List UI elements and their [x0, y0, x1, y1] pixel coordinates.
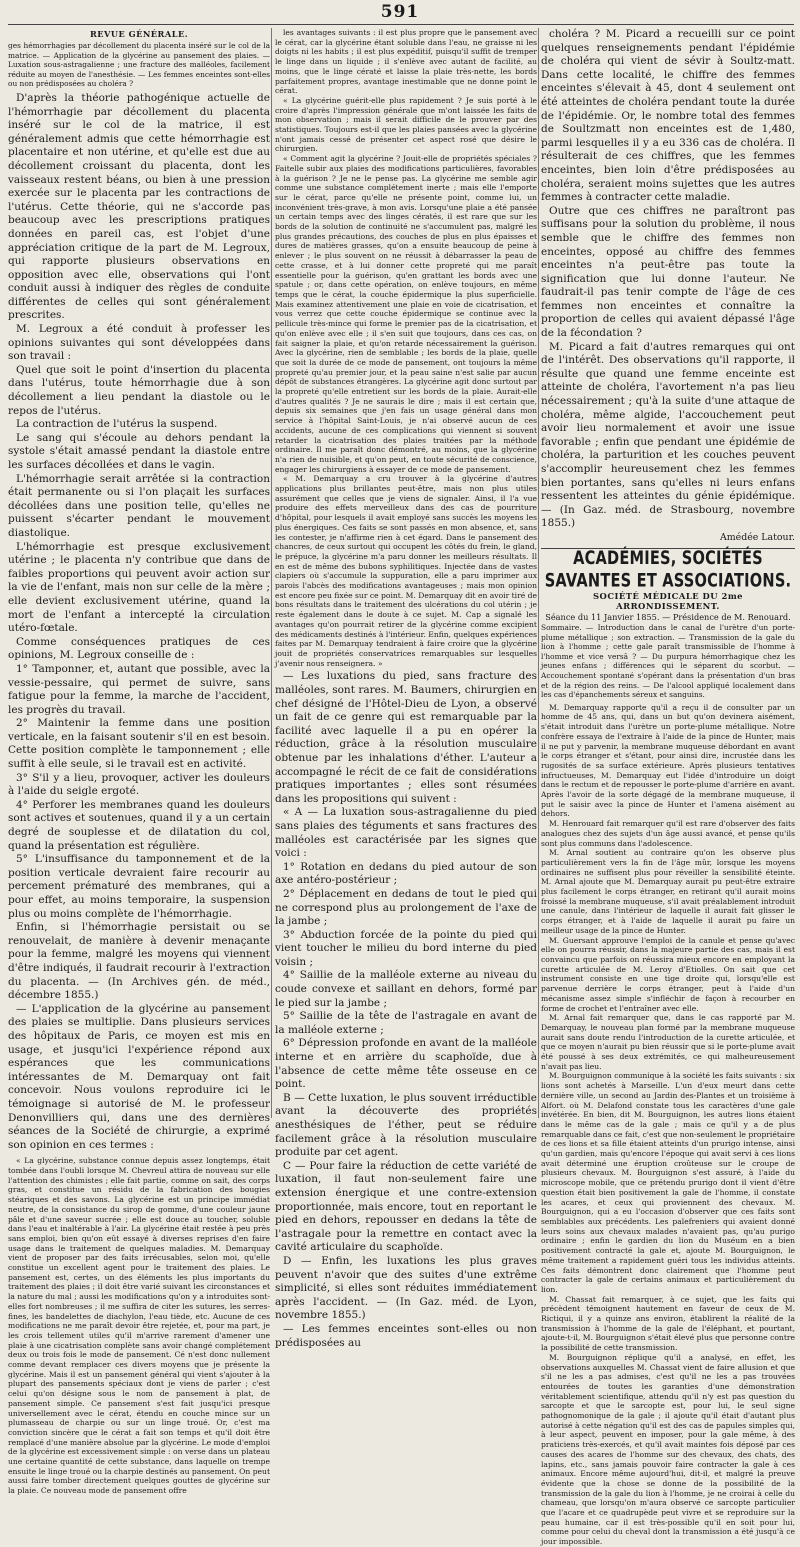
paragraph: 1° Tamponner, et, autant que possible, avec la vessie-pessaire, qui permet de suivre, sans fatigue pour la femme, la marche de l'accident, les progrès du travail. — [8, 662, 270, 716]
paragraph: L'hémorrhagie est presque exclusivement utérine ; le placenta n'y contribue que dans de faibles proportions qui peuvent avoir action sur la vie de l'enfant, mais non sur celle de la mère ; elle devient exclusivement utérine, quand la mort de l'enfant a intercepté la circulation utéro-fœtale. — [8, 540, 270, 635]
paragraph: Quel que soit le point d'insertion du placenta dans l'utérus, toute hémorrhagie due à son décollement a lieu pendant la diastole ou le repos de l'utérus. — [8, 363, 270, 417]
quote-paragraph: les avantages suivants : il est plus propre que le pansement avec le cérat, car la glycérine étant soluble dans l'eau, ne graisse ni les doigts ni les habits ; il est plus expéditif, puisqu'il suffit de tremper le linge dans un liquide ; il s'enlève avec autant de facilité, au moins, que le linge cératé et laisse la plaie très-nette, les bords parfaitement propres, avantage inestimable que ne donne point le cérat. — [275, 28, 537, 96]
paragraph: — L'application de la glycérine au pansement des plaies se multiplie. Dans plusieurs services des hôpitaux de Paris, ce moyen est mis en usage, et jusqu'ici l'expérience répond aux espérances que les communications intéressantes de M. Demarquay ont fait concevoir. Nous voulons reproduire ici le témoignage si autorisé de M. le professeur Denonvilliers qui, dans une des dernières séances de la Société de chirurgie, a exprimé son opinion en ces termes : — [8, 1002, 270, 1151]
page-number: 591 — [380, 2, 420, 22]
author-signature: Amédée Latour. — [720, 531, 795, 543]
column-3 — [541, 28, 795, 1547]
paragraph: M. Legroux a été conduit à professer les opinions suivantes qui sont développées dans son travail : — [8, 323, 270, 363]
paragraph: choléra ? M. Picard a recueilli sur ce point quelques renseignements pendant l'épidémie de choléra qui vient de sévir à Soultz-matt. Dans cette localité, le chiffre des femmes enceintes s'élevait à 45, dont 4 seulement ont été atteintes de choléra pendant toute la durée de l'épidémie. Or, le nombre total des femmes de Soultzmatt non enceintes est de 1,480, parmi lesquelles il y a eu 336 cas de choléra. Il résulterait de ces chiffres, que les femmes enceintes, bien loin d'être prédisposées au choléra, seraient moins sujettes que les autres femmes à contracter cette maladie. — [541, 28, 795, 204]
section-header: REVUE GÉNÉRALE. — [89, 29, 189, 39]
paragraph: D'après la théorie pathogénique actuelle de l'hémorrhagie par décollement du placenta inséré sur le col de la matrice, il est généralement admis que cette hémorrhagie est placentaire et non utérine, et qu'elle est due au décollement croissant du placenta, dont les vaisseaux restent béans, ou bien à une pression exercée sur le placenta par les contractions de l'utérus. Cette théorie, qui ne s'accorde pas beaucoup avec les prescriptions pratiques données en pareil cas, est l'objet d'une appréciation critique de la part de M. Legroux, qui rapporte plusieurs observations en opposition avec elle, observations qui l'ont conduit aussi à indiquer des règles de conduite différentes de celles qui sont généralement prescrites. — [8, 91, 270, 322]
paragraph: M. Picard a fait d'autres remarques qui ont de l'intérêt. Des observations qu'il rapporte, il résulte que quand une femme enceinte est atteinte de choléra, l'avortement n'a pas lieu nécessairement ; qu'à la suite d'une attaque de choléra, même algide, l'accouchement peut avoir lieu normalement et avoir une issue favorable ; enfin que pendant une épidémie de choléra, la parturition et les couches peuvent s'accomplir heureusement chez les femmes bien portantes, sans qu'elles ni leurs enfans ressentent les atteintes du génie épidémique. — (In Gaz. méd. de Strasbourg, novembre 1855.) — [541, 340, 795, 530]
paragraph: 3° S'il y a lieu, provoquer, activer les douleurs à l'aide du seigle ergoté. — [8, 771, 270, 798]
article-body — [8, 92, 270, 1496]
paragraph: 5° L'insuffisance du tamponnement et de la position verticale devraient faire recourir au percement prématuré des membranes, qui a pour effet, au moins temporaire, la suspension plus ou moins complète de l'hémorrhagie. — [8, 853, 270, 920]
paragraph: 4° Saillie de la malléole externe au niveau du coude convexe et saillant en dehors, formé par le pied sur la jambe ; — [275, 969, 537, 1009]
paragraph: M. Arnal soutient au contraire qu'on les observe plus particulièrement vers la fin de l'âge mûr, lorsque les moyens ordinaires ne suffisent plus pour réveiller la sensibilité éteinte. M. Arnal ajoute que M. Demarquay aurait pu peut-être extraire plus facilement le corps étranger, en retirant qu'il aurait moins froissé la membrane muqueuse, s'il avait préalablement introduit une canule, dans l'intérieur de laquelle il aurait fait glisser le corps étranger, et à l'aide de laquelle il aurait pu faire un meilleur usage de la pince de Hunter. — [541, 848, 795, 935]
paragraph: Le sang qui s'écoule au dehors pendant la systole s'était amassé pendant la diastole entre les surfaces décollées et dans le vagin. — [8, 431, 270, 471]
paragraph: « A — La luxation sous-astragalienne du pied sans plaies des téguments et sans fractures des malléoles est caractérisée par les signes que voici : — [275, 806, 537, 860]
paragraph: 6° Dépression profonde en avant de la malléole interne et en arrière du scaphoïde, due à l'absence de cette même tête osseuse en ce point. — [275, 1037, 537, 1091]
paragraph: — Les luxations du pied, sans fracture des malléoles, sont rares. M. Baumers, chirurgien en chef désigné de l'Hôtel-Dieu de Lyon, a observé un fait de ce genre qui est remarquable par la facilité avec laquelle il a pu en opérer la réduction, grâce à la résolution musculaire obtenue par les inhalations d'éther. L'auteur a accompagné le récit de ce fait de considérations pratiques importantes ; elles sont résumées dans les propositions qui suivent : — [275, 670, 537, 805]
paragraph: M. Arnal fait remarquer que, dans le cas rapporté par M. Demarquay, le nouveau plan formé par la membrane muqueuse aurait sans doute rendu l'introduction de la curette articulée, et que ce moyen n'aurait pu bien réussir que si le porte-plume avait été poussé à ses deux extrémités, ce qui malheureusement n'avait pas lieu. — [541, 1013, 795, 1071]
column-2 — [275, 28, 537, 1349]
paragraph: 1° Rotation en dedans du pied autour de son axe antéro-postérieur ; — [275, 860, 537, 887]
paragraph: D — Enfin, les luxations les plus graves peuvent n'avoir que des suites d'une extrême simplicité, si elles sont réduites immédiatement après l'accident. — (In Gaz. méd. de Lyon, novembre 1855.) — [275, 1254, 537, 1322]
paragraph: 5° Saillie de la tête de l'astragale en avant de la malléole externe ; — [275, 1010, 537, 1036]
quote-paragraph: « La glycérine guérit-elle plus rapidement ? Je suis porté à le croire d'après l'impression générale que m'ont laissée les faits de mon observation ; mais il serait difficile de le prouver par des statistiques. Toujours est-il que les plaies pansées avec la glycérine n'ont jamais cessé de présenter cet aspect rosé que désire le chirurgien. — [275, 95, 537, 154]
paragraph: B — Cette luxation, le plus souvent irréductible avant la découverte des propriétés anesthésiques de l'éther, peut se réduire facilement grâce à la résolution musculaire produite par cet agent. — [275, 1091, 537, 1159]
summary-text: ges hémorrhagies par décollement du placenta inséré sur le col de la matrice. — Application de la glycérine au pansement des plaies. — Luxation sous-astragalienne ; une fracture des malléoles, facilement réduite au moyen de l'anesthésie. — Les femmes enceintes sont-elles ou non prédisposées au choléra ? — [8, 41, 270, 89]
top-rule — [8, 24, 794, 25]
paragraph: Comme conséquences pratiques de ces opinions, M. Legroux conseille de : — [8, 635, 270, 662]
paragraph: M. Chassat fait remarquer, à ce sujet, que les faits qui précèdent témoignent hautement en faveur de ceux de M. Rictiqui, il y a quinze ans environ, établirent la réalité de la transmission à l'homme de la gale de l'éléphant, et pourtant, ajoute-t-il, M. Bourguignon s'était élevé plus que personne contre la possibilité de cette transmission. — [541, 1294, 795, 1353]
paragraph: — Les femmes enceintes sont-elles ou non prédisposées au — [275, 1322, 537, 1349]
quote-paragraph: « Comment agit la glycérine ? Jouit-elle de propriétés spéciales ? Faitelle subir aux plaies des modifications particulières, favorables à la guérison ? Je ne le pense pas. La glycérine me semble agir comme une substance complétement inerte ; mais elle l'emporte sur le cérat, parce qu'elle ne présente point, comme lui, un inconvénient très-grave, à mon avis. Lorsqu'une plaie a été pansée un certain temps avec des linges cératés, il est rare que sur les bords de la solution de continuité ne s'accumulent pas, malgré les plus grandes précautions, des couches de plus en plus épaisses et dures de matières grasses, qu'on a ensuite beaucoup de peine à enlever ; le plus souvent on ne réussit à débarrasser la peau de cette crasse, et à lui donner cette propreté qui me paraît essentielle pour la guérison, qu'en grattant les bords avec une spatule ; or, dans cette opération, on enlève toujours, en même temps que le cérat, la couche épidermique la plus superficielle. Mais examinez attentivement une plaie en voie de cicatrisation, et vous verrez que cette couche épidermique se continue avec la pellicule très-mince qui forme le premier pas de la cicatrisation, et qu'on enlève avec elle ; il s'en suit que toujours, dans ces cas, on fait saigner la plaie, et qu'on retarde nécessairement la guérison. Avec la glycérine, rien de semblable ; les bords de la plaie, quelle que soit la durée de ce mode de pansement, ont toujours la même propreté qu'au premier jour, et la peau saine n'est salie par aucun dépôt de substances étrangères. La glycérine agit donc surtout par la propreté qu'elle entretient sur les bords de la plaie. Aurait-elle d'autres qualités ? Je ne saurais le dire ; mais il est certain que, depuis six semaines que j'en fais un usage général dans mon service à l'hôpital Saint-Louis, je n'ai observé aucun de ces accidents, aucune de ces complications qui viennent si souvent retarder la cicatrisation des plaies traitées par la méthode ordinaire. Il me paraît donc démontré, au moins, que la glycérine n'a rien de nuisible, et qu'on peut, en toute sécurité de conscience, engager les chirurgiens à essayer de ce mode de pansement. — [275, 154, 537, 474]
paragraph: M. Bourguignon réplique qu'il a analysé, en effet, les observations auxquelles M. Chassat vient de faire allusion et que s'il ne les a pas admises, c'est qu'il ne les a pas trouvées entourées de toutes les garanties d'une démonstration véritablement scientifique, attendu qu'il n'y est pas question du sarcopte et que le sarcopte est, pour lui, le seul signe pathognomonique de la gale ; il ajoute qu'il était d'autant plus autorisé à cette négation qu'il est des cas de papules simples qui, à leur aspect, peuvent en imposer, pour la gale même, à des praticiens très-exercés, et qu'il avait maintes fois déposé par ces causes des acares de l'homme sur des chevaux, des chats, des lapins, etc., sans jamais pouvoir faire contracter la gale à ces animaux. Encore même aujourd'hui, dit-il, et malgré la preuve évidente que la chose se donne de la possibilité de la transmission de la gale du lion à l'homme, je ne croirai à celle du chameau, que lorsqu'on m'aura observé ce sarcopte particulier que l'acare et ce quadrupède peut vivre et se reproduire sur la peau humaine, car il est très-possible qu'il en soit pour lui, comme pour celui du cheval dont la transmission a été jusqu'à ce jour impossible. — [541, 1352, 795, 1547]
sommaire: Sommaire. — Introduction dans le canal de l'urètre d'un porte-plume métallique ; son extraction. — Transmission de la gale du lion à l'homme ; cette gale paraît transmissible de l'homme à l'homme et vice versâ ? — Du purpura hémorrhagique chez les jeunes enfans ; différences qui le séparent du scorbut. — Accouchement spontané s'opérant dans la présentation d'un bras et de la région des reins. — De l'alcool appliqué localement dans les cas d'épanchements séreux et sanguins. — [541, 622, 795, 700]
paragraph: C — Pour faire la réduction de cette variété de luxation, il faut non-seulement faire une extension énergique et une contre-extension proportionnée, mais encore, tout en reportant le pied en dehors, repousser en dedans la tête de l'astragale pour la remettre en contact avec la cavité articulaire du scaphoïde. — [275, 1159, 537, 1254]
column-1 — [8, 28, 270, 1496]
quote-paragraph: « M. Demarquay a cru trouver à la glycérine d'autres applications plus brillantes peut-être, mais non plus utiles assurément que celles que je viens de signaler. Ainsi, il l'a vue produire des effets merveilleux dans des cas de pourriture d'hôpital, pour lesquels il avait employé sans succès les moyens les plus énergiques. Ces faits se sont passés en mon absence, et, sans les contester, je n'affirme rien à cet égard. Dans le pansement des chancres, de ceux surtout qui occupent les côtés du frein, le gland, le prépuce, la glycérine m'a paru donner les meilleurs résultats. Il en est de même des bubons syphilitiques. Injectée dans de vastes clapiers où s'accumule la suppuration, elle a paru imprimer aux parois l'abcès des modifications avantageuses ; mais mon opinion est encore peu fixée sur ce point. M. Demarquay dit en avoir tiré de bons résultats dans le traitement des ulcérations du col utérin ; je reste également dans le doute à ce sujet. M. Cap a signalé les avantages qu'on pourrait retirer de la glycérine comme excipient des médicaments destinés à l'intérieur. Enfin, quelques expériences faites par M. Demarquay tendraient à faire croire que la glycérine jouit de propriétés conservatrices remarquables sur lesquelles j'avenir nous renseignera. » — [275, 474, 537, 668]
column-separator — [538, 28, 539, 1118]
paragraph: M. Demarquay rapporte qu'il a reçu il de consulter par un homme de 45 ans, qui, dans un but qu'on devinera aisément, s'était introduit dans l'urètre un porte-plume métallique. Notre confrère essaya de l'extraire à l'aide de la pince de Hunter, mais il ne put y parvenir, la membrane muqueuse débordant en avant le corps étranger et s'étant, pour ainsi dire, incrustée dans les rugosités de sa surface extérieure. Après plusieurs tentatives infructueuses, M. Demarquay eut l'idée d'introduire un doigt dans le rectum et de repousser le porte-plume d'arrière en avant. Après l'avoir de la sorte dégagé de la membrane muqueuse, il put le saisir avec la pince de Hunter et l'amena aisément au dehors. — [541, 702, 795, 819]
paragraph: 4° Perforer les membranes quand les douleurs sont actives et soutenues, quand il y a un certain degré de souplesse et de dilatation du col, quand la présentation est régulière. — [8, 798, 270, 852]
quote-paragraph: « La glycérine, substance connue depuis assez longtemps, était tombée dans l'oubli lorsque M. Chevreul attira de nouveau sur elle l'attention des chimistes ; elle fait partie, comme on sait, des corps gras, et constitue un résidu de la fabrication des bougies stéariques et des savons. La glycérine est un principe immédiat neutre, de la consistance du sirop de gomme, d'une couleur jaune pâle et d'une saveur sucrée ; elle est douce au toucher, soluble dans l'eau et inaltérable à l'air. La glycérine était restée à peu près sans emploi, bien qu'on eût essayé à diverses reprises d'en faire usage dans le traitement de quelques maladies. M. Demarquay vient de proposer par des faits irrécusables, selon moi, qu'elle constitue un excellent agent pour le traitement des plaies. Le pansement est, certes, un des éléments les plus importants du traitement des plaies ; il doit être varié suivant les circonstances et la nature du mal ; aussi les modifications qu'on y a introduites sont-elles fort nombreuses ; il me suffira de citer les sutures, les serres-fines, les bandelettes de diachylon, l'eau tiède, etc. Aucune de ces modifications ne me paraît devoir être rejetée, et, pour ma part, je les crois tellement utiles qu'il m'arrive rarement d'amener une plaie à une cicatrisation complète sans avoir changé complétement deux ou trois fois le mode de pansement. Cé n'est donc nullement comme devant remplacer ces divers moyens que je présente la glycérine. Mais il est un pansement général qui vient s'ajouter à la plupart des pansements spéciaux dont je viens de parler ; c'est celui qu'on désigne sous le nom de pansement à plat, de pansement simple. Ce pansement s'est fait jusqu'ici presque universellement avec le cérat, étendu en couche mince sur un plumasseau de charpie ou sur un linge troué. Or, c'est ma conviction sincère que le cérat a fait son temps et qu'il doit être remplacé d'une manière absolue par la glycérine. Le mode d'emploi de la glycérine est excessivement simple : on verse dans un plateau une certaine quantité de cette substance, dans laquelle on trempe ensuite le linge troué ou la charpie destinés au pansement. On peut aussi faire tomber directement quelques gouttes de glycérine sur la plaie. Ce nouveau mode de pansement offre — [8, 1156, 270, 1496]
column-separator — [271, 28, 272, 1118]
paragraph: Outre que ces chiffres ne paraîtront pas suffisans pour la solution du problème, il nous semble que le chiffre des femmes non enceintes, opposé au chiffre des femmes enceintes n'a peut-être pas toute la signification que lui donne l'auteur. Ne faudrait-il pas tenir compte de l'âge de ces femmes non enceintes et connaître la proportion de celles qui avaient dépassé l'âge de la fécondation ? — [541, 204, 795, 340]
section-title: ACADÉMIES, SOCIÉTÉS SAVANTES ET ASSOCIATIONS. — [544, 547, 792, 592]
paragraph: M. Henrouard fait remarquer qu'il est rare d'observer des faits analogues chez des sujets d'un âge aussi avancé, et pense qu'ils sont plus communs dans l'adolescence. — [541, 819, 795, 848]
paragraph: L'hémorrhagie serait arrêtée si la contraction était permanente ou si l'on plaçait les surfaces décollées dans une position telle, qu'elles ne puissent s'écarter pendant le mouvement diastolique. — [8, 472, 270, 539]
paragraph: 2° Maintenir la femme dans une position verticale, en la faisant soutenir s'il en est besoin. Cette position complète le tamponnement ; elle suffit à elle seule, si le travail est en activité. — [8, 717, 270, 771]
paragraph: 3° Abduction forcée de la pointe du pied qui vient toucher le milieu du bord interne du pied voisin ; — [275, 928, 537, 968]
paragraph: M. Bourguignon communique à la société les faits suivants : six lions sont achetés à Marseille. L'un d'eux meurt dans cette dernière ville, un second au Jardin des-Plantes et un troisième à Alfort. où M. Delafond constate tous les caractères d'une gale invétérée. En bien, dit M. Bourguignon, les autres lions étaient dans le même cas de la gale ; mais ce qu'il y a de plus remarquable dans ce fait, c'est que non-seulement le propriétaire de ces lions et sa fille étaient atteints d'un prurigo intense, ainsi qu'un gardien, mais qu'encore l'époque qui avait servi à ces lions avait déterminé une éruption croûteuse sur le croupe de plusieurs chevaux. M. Bourguignon s'est assuré, à l'aide du microscope mobile, que ce prétendu prurigo dont il vient d'être question était bien positivement la gale de l'homme, il constate les acares, et ceux qui proviennent des chevaux. M. Bourguignon, qui a eu l'occasion d'observer que ces faits sont semblables aux précédents. Les palefreniers qui avaient donné leurs soins aux chevaux malades n'avaient pas, qu'au purigo ordinaire ; enfin le gardien du lion du Muséum en a bien positivement contracté la gale et, ajoute M. Bourguignon, le même traitement a rapidement guéri tous les individus atteints. Ces faits démontrent donc clairement que l'homme peut contracter la gale de certains animaux et particulièrement du lion. — [541, 1071, 795, 1294]
society-heading: SOCIÉTÉ MÉDICALE DU 2me ARRONDISSEMENT. — [592, 590, 744, 611]
paragraph: 2° Déplacement en dedans de tout le pied qui ne correspond plus au prolongement de l'axe de la jambe ; — [275, 887, 537, 928]
paragraph: M. Guersant approuve l'emploi de la canule et pense qu'avec elle on pourra réussir, dans la majeure partie des cas, mais il est convaincu que parfois on réussira mieux encore en employant la curette articulée de M. Leroy d'Etiolles. On sait que cet instrument consiste en une tige droite qui, lorsqu'elle est parvenue derrière le corps étranger, peut à l'aide d'un mécanisme assez simple s'infléchir de façon à recourber en forme de crochet et l'entraîner avec elle. — [541, 935, 795, 1013]
paragraph: Enfin, si l'hémorrhagie persistait ou se renouvelait, de manière à devenir menaçante pour la femme, malgré les moyens qui viennent d'être indiqués, il faudrait recourir à l'extraction du placenta. — (In Archives gén. de méd., décembre 1855.) — [8, 921, 270, 1002]
paragraph: La contraction de l'utérus la suspend. — [16, 418, 218, 431]
seance-line: Séance du 11 Janvier 1855. — Présidence de M. Renouard. — [545, 611, 791, 622]
